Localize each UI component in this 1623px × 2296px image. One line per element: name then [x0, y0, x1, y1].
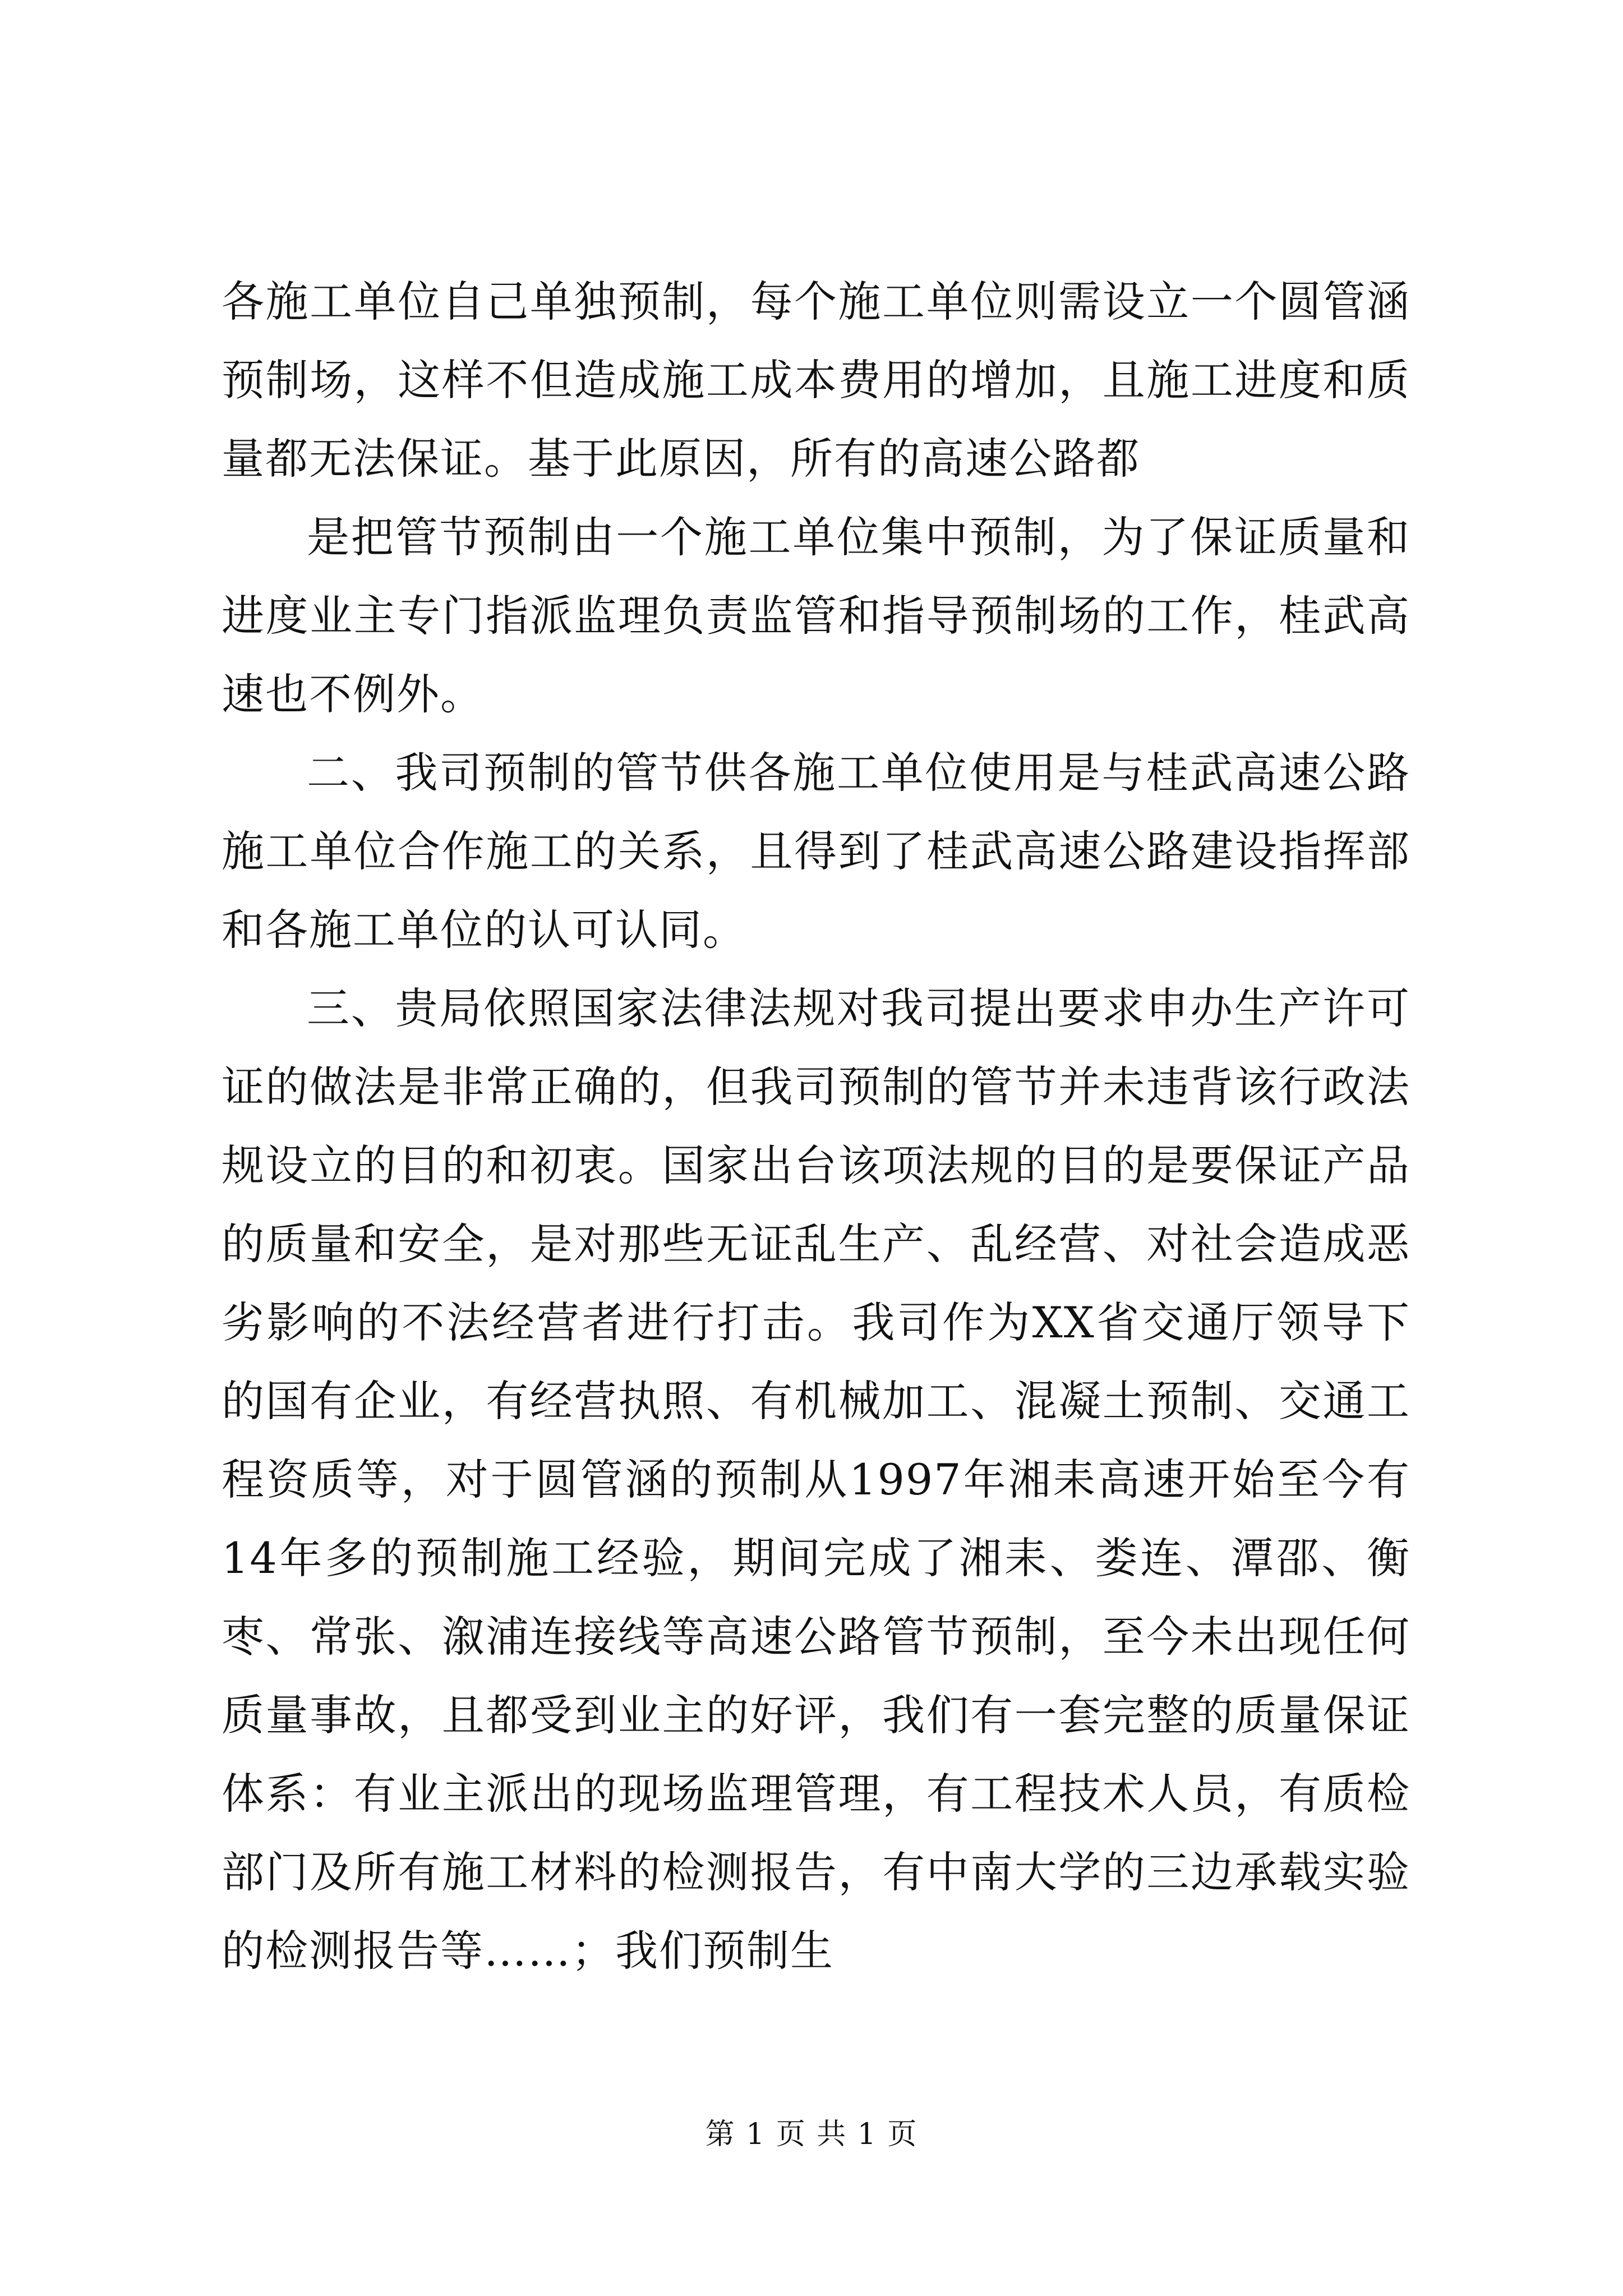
paragraph-2: 是把管节预制由一个施工单位集中预制，为了保证质量和进度业主专门指派监理负责监管和指导预制场的工作，桂武高速也不例外。 — [222, 512, 1410, 719]
page-footer: 第 1 页 共 1 页 — [705, 2118, 918, 2151]
paragraph-1: 各施工单位自己单独预制，每个施工单位则需设立一个圆管涵预制场，这样不但造成施工成本费用的增加，且施工进度和质量都无法保证。基于此原因，所有的高速公路都 — [222, 277, 1410, 484]
paragraph-3: 二、我司预制的管节供各施工单位使用是与桂武高速公路施工单位合作施工的关系，且得到了桂武高速公路建设指挥部和各施工单位的认可认同。 — [222, 748, 1410, 955]
paragraph-4: 三、贵局依照国家法律法规对我司提出要求申办生产许可证的做法是非常正确的，但我司预制的管节并未违背该行政法规设立的目的和初衷。国家出台该项法规的目的是要保证产品的质量和安全，是对那些无证乱生产、乱经营、对社会造成恶劣影响的不法经营者进行打击。我司作为XX省交通厅领导下的国有企业，有经营执照、有机械加工、混凝土预制、交通工程资质等，对于圆管涵的预制从1997年湘耒高速开始至今有14年多的预制施工经验，期间完成了湘耒、娄连、潭邵、衡枣、常张、溆浦连接线等高速公路管节预制，至今未出现任何质量事故，且都受到业主的好评，我们有一套完整的质量保证体系：有业主派出的现场监理管理，有工程技术人员，有质检部门及所有施工材料的检测报告，有中南大学的三边承载实验的检测报告等……；我们预制生 — [222, 983, 1410, 1976]
document-body — [222, 263, 1410, 1990]
